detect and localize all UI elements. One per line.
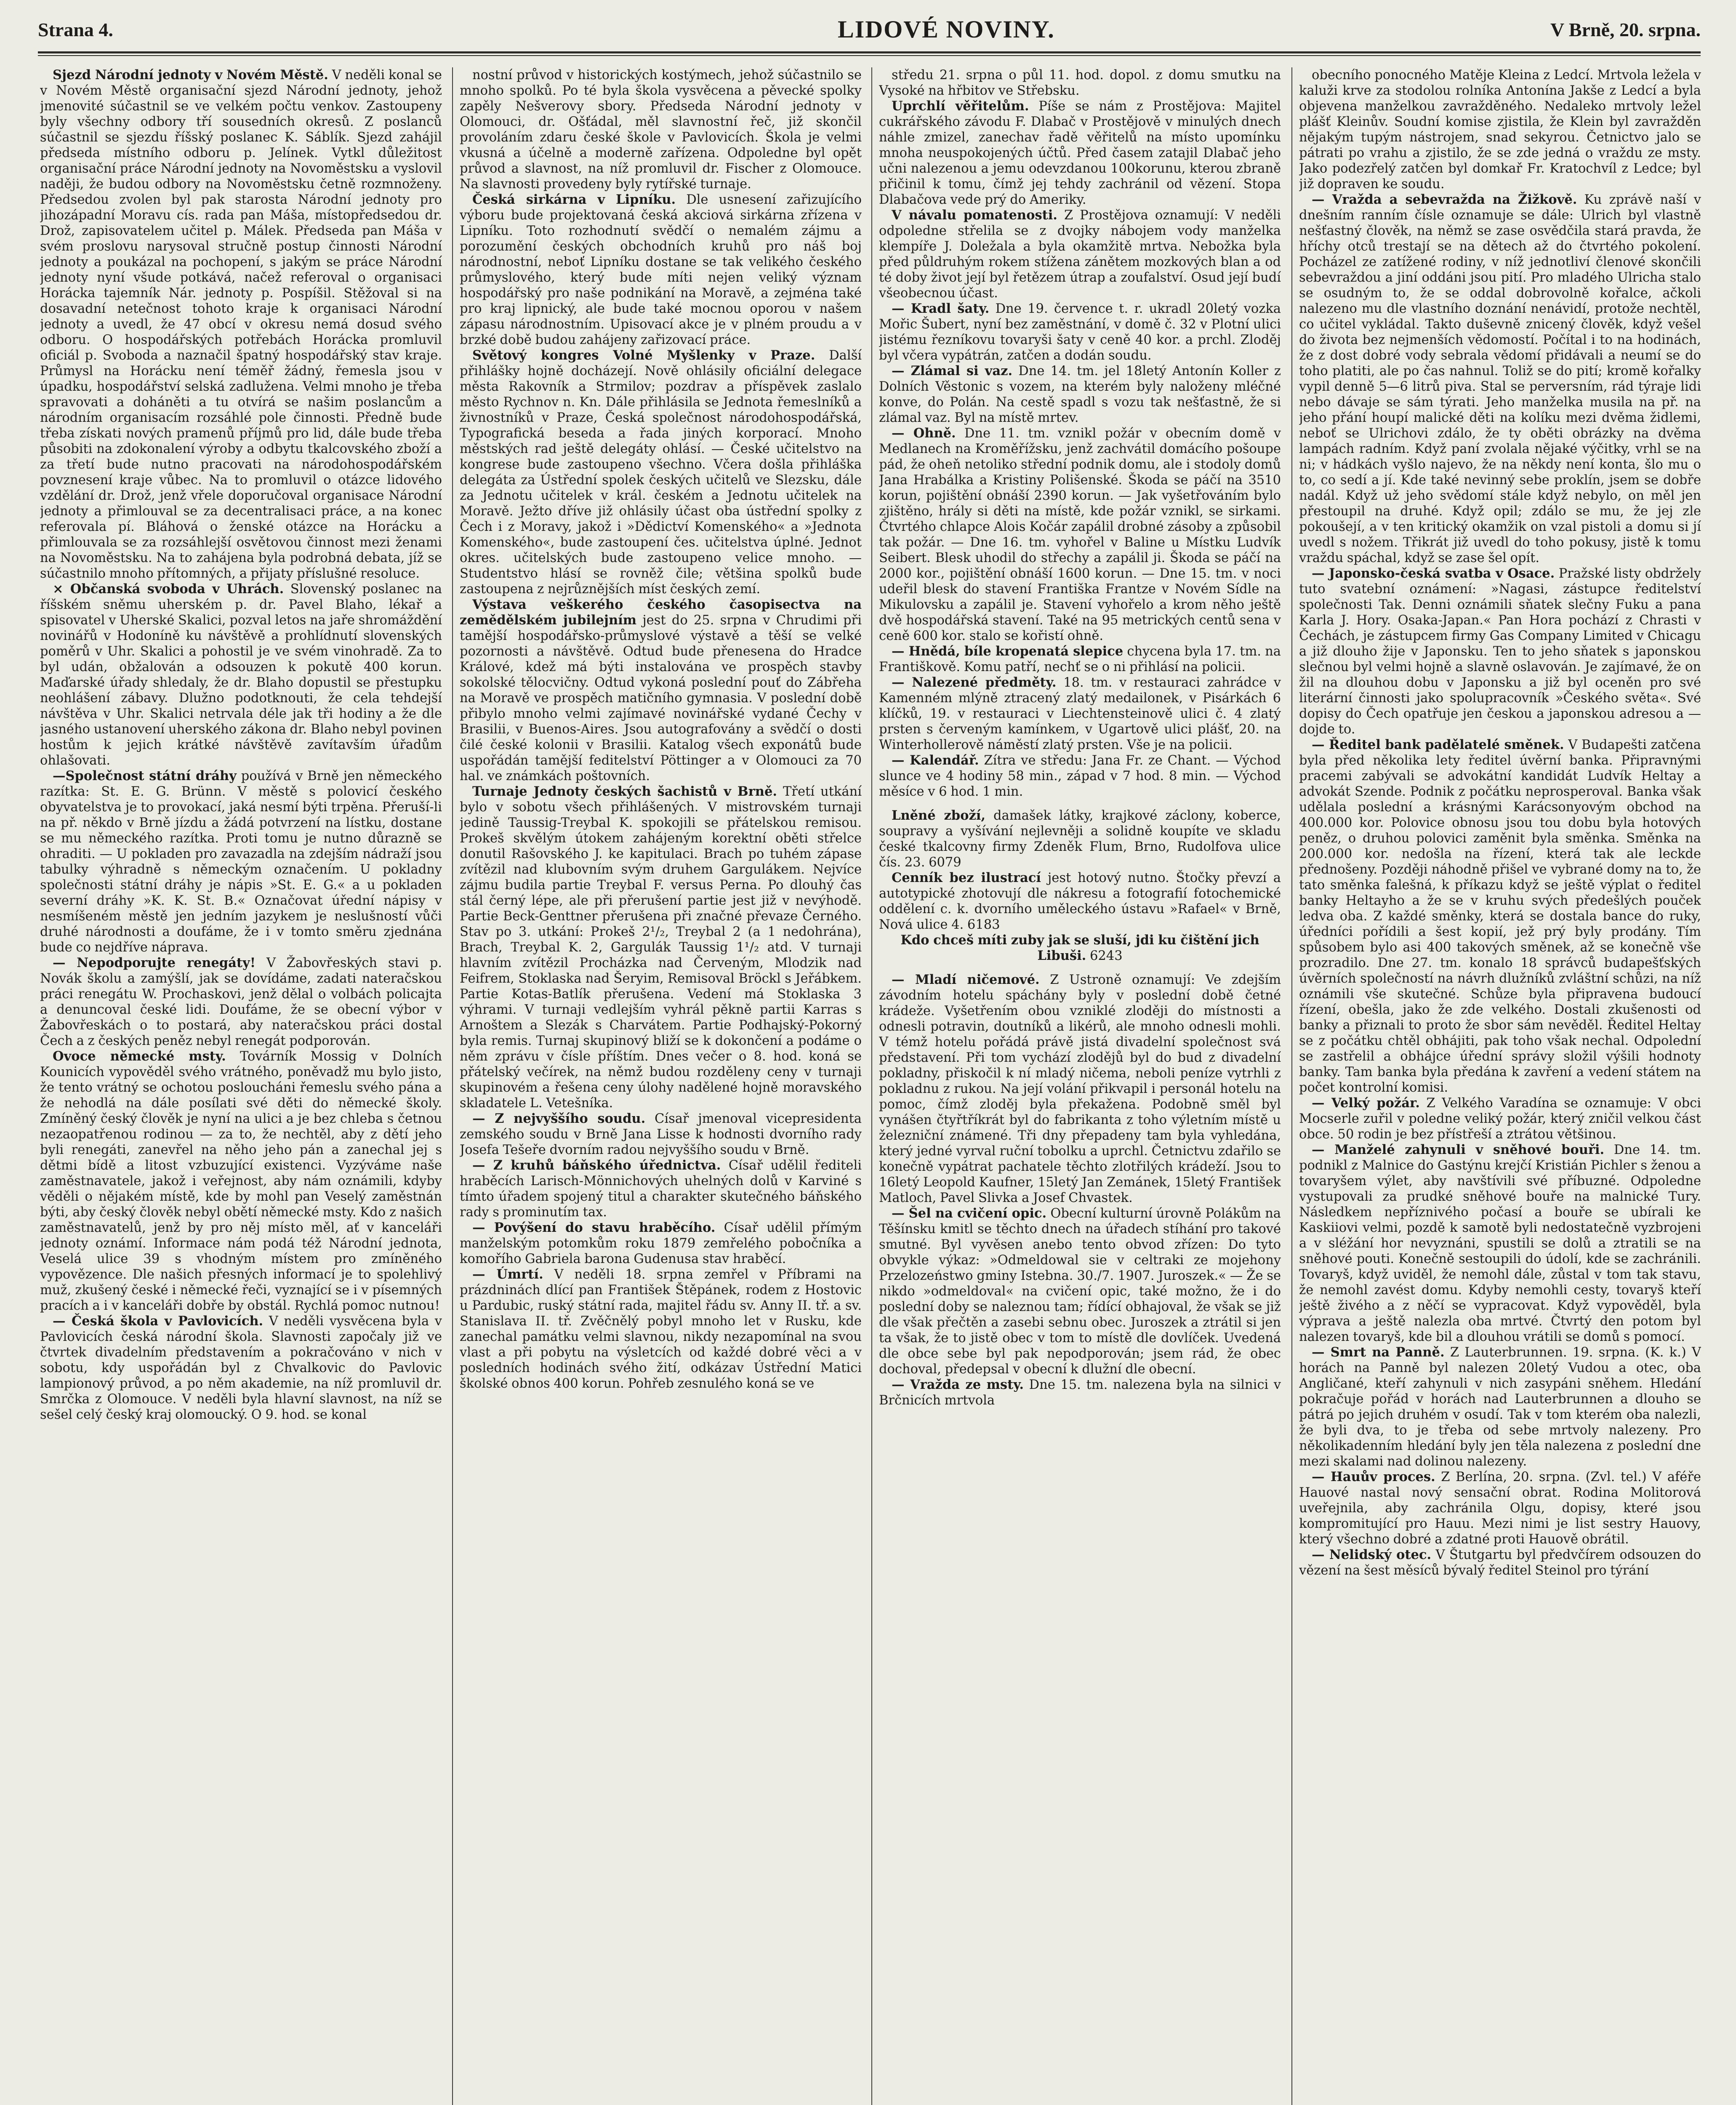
article [40,581,442,768]
article [460,1158,862,1220]
article-headline: — Kradl šaty. [892,301,990,316]
article-headline: — Povýšení do stavu hraběcího. [472,1220,716,1235]
article [460,1111,862,1158]
article-body: Továrník Mossig v Dolních Kounicích vypověděl svého vrátného, poněvadž mu bylo jisto, že tento vrátný se ochotou posloucháni řemeslu svého pána a že nehodlá na dále posílati své děti do německé školy. Zmíněný český člověk je nyní na ulici a je bez chleba s četnou nezaopatřenou rodinou — za to, že nechtěl, aby z dětí jeho byli renegáti, zanevřel na něho jeho pán a zanechal jej s dětmi bídě a litost vzbuzující existenci. Vyzýváme naše zaměstnavatele, jakož i veřejnost, aby nám oznámili, kdyby věděli o nějakém místě, kde by mohl pan Veselý zaměstnán býti, aby český člověk nebyl obětí německé msty. Kdo z našich zaměstnavatelů, jenž by pro něj místo měl, ať v kanceláři jednoty oznámí. Informace nám podá též Národní jednota, Veselá ulice 39 s vhodným místem pro zmíněného vypovězence. Dle našich přesných informací je to spolehlivý muž, zkušený české i německé řeči, vyznající se i v písemných pracích a i v kanceláři dobře by obstál. Rychlá pomoc nutnou! [40,1049,442,1313]
article-body: Další přihlášky hojně docházejí. Nově ohlásily oficiální delegace města Rakovník a Strmilov; pozdrav a příspěvek zaslalo město Rychnov n. Kn. Dále přihlásila se Jednota řemeslníků a živnostníků v Praze, Česká společnost národohospodářská, Typografická beseda a řada jiných korporací. Mnoho městských rad ještě delegáty ohlásí. — České učitelstvo na kongrese bude zastoupeno všechno. Včera došla přihláška delegáta za Ústřední spolek českých učitelů ve Slezsku, dále za Jednotu učitelek v král. českém a Jednotu učitelek na Moravě. Ježto dříve již ohlásily účast oba ústřední spolky z Čech i z Moravy, jakož i »Dědictví Komenského« a »Jednota Komenského«, bude zastoupení čes. učitelstva úplné. Jednot okres. učitelských bude zastoupeno velice mnoho. — Studentstvo hlásí se rovněž čile; většina spolků bude zastoupena z nejrůznějších míst českých zemí. [460,348,862,597]
article-body: Zítra ve středu: Jana Fr. ze Chant. — Východ slunce ve 4 hodiny 58 min., západ v 7 hod. 8 min. — Východ měsíce v 6 hod. 1 min. [879,753,1281,799]
article-headline: — Hauův proces. [1312,1469,1435,1484]
column-divider [1291,67,1292,2105]
article [460,1267,862,1391]
article [40,1049,442,1314]
article [1299,1547,1701,1578]
article-headline: — Ohně. [892,426,956,441]
article-headline: — Česká škola v Pavlovicích. [53,1314,264,1329]
header-rule-thin [38,55,1701,56]
article-body: Císař jmenoval vicepresidenta zemského soudu v Brně Jana Lisse k hodnosti dvorního rady Josefa Tešeře dvorním radou nejvyššího soudu v Brně. [460,1111,862,1157]
article-headline: — Velký požár. [1312,1095,1420,1111]
article-headline: Uprchlí věřitelům. [892,99,1029,114]
article [879,753,1281,799]
article-headline: — Vražda a sebevražda na Žižkově. [1312,192,1577,207]
article [879,301,1281,363]
article-headline: — Kalendář. [892,753,979,768]
article [879,208,1281,301]
article-body: Dle usnesení zařizujícího výboru bude projektovaná česká akciová sirkárna zřízena v Lipníku. Toto rozhodnutí svědčí o nemalém zájmu a porozumění českých obchodních kruhů pro náš boj národnostní, neboť Lipníku dostane se tak velikého českého průmyslového, který bude míti nejen veliký význam hospodářský pro naše podnikání na Moravě, a zejména také pro kraj lipnický, ale bude také mocnou oporou v našem zápasu národnostním. Upisovací akce je v plném proudu a v brzké době budou zahájeny zařizovací práce. [460,192,862,347]
column-1 [40,67,442,2105]
article [1299,1345,1701,1469]
article-body: chycena byla 17. tm. na Františkově. Komu patří, nechť se o ni přihlásí na policii. [879,644,1281,674]
article [40,768,442,955]
article-headline: — Japonsko-česká svatba v Osace. [1312,566,1555,581]
article [460,67,862,192]
article [879,644,1281,675]
article [879,67,1281,99]
article-headline: Kdo chceš míti zuby jak se sluší, jdi ku čištění jich Libuši. [900,933,1259,963]
article [879,99,1281,208]
article-body: Píše se nám z Prostějova: Majitel cukrářského závodu F. Dlabač v Prostějově v minulých dnech náhle zmizel, zanechav řadě věřitelů na místo upomínku mnoha neuspokojených účtů. Před časem zatajil Dlabač jeho učni nalezenou a jemu odevzdanou 100korunu, kterou zbraně přičinil k tomu, čímž jej tehdy zachránil od vězení. Stopa Dlabačova vede prý do Ameriky. [879,99,1281,207]
column-3 [879,67,1281,2105]
article [1299,1095,1701,1142]
column-divider [871,67,872,2105]
article-body: Slovenský poslanec na říšském sněmu uherském p. dr. Pavel Blaho, lékař a spisovatel v Uherské Skalici, pozval letos na jaře shromáždění novinářů v Hodoníně ku návštěvě a prohlídnutí slovenských poměrů v Uhr. Skalici a pohostil je ve svém vinohradě. Za to byl udán, obžalován a odsouzen k pokutě 400 korun. Maďarské úřady shledaly, že dr. Blaho dopustil se přestupku neohlášení zábavy. Dlužno podotknouti, že cela tehdejší návštěva v Uhr. Skalici netrvala déle jak tři hodiny a že dle jasného ustanovení uherského zákona dr. Blaho nebyl povinen hostům k jejich krátké návštěvě zavítavším úřadům ohlašovati. [40,582,442,768]
article-body: Dne 14. tm. podnikl z Malnice do Gastýnu krejčí Kristián Pichler s ženou a tovaryšem výlet, aby navštívili své příbuzné. Odpoledne vystupovali za prudké sněhové bouře na malnické Tury. Následkem nepříznivého počasí a bouře se ubírali ke Kaskiiovi velmi, pozdě k samotě byli nedostatečně vyzbrojeni a v sléžání hor nevyznáni, spustili se dolů a ztratili se na sněhové pouti. Konečně sestoupili do údolí, kde se zachránili. Tovaryš, když uviděl, že nemohl dále, zůstal v tom tak stavu, že nemohl zavést domu. Kdyby nemohli cesty, tovaryš kteří ještě živého a z něčí se vypracovat. Když vypověděl, byla výprava a ještě nalezla oba mrtvé. Čtvrtý den potom byl nalezen tovaryš, kde bil a dlouhou vrátili se domů s pomocí. [1299,1143,1701,1344]
article-headline: Výstava veškerého českého časopisectva na zemědělském jubilejním [460,597,862,628]
article-body: Z Velkého Varadína se oznamuje: V obci Mocserle zuřil v poledne veliký požár, který zničil velkou část obce. 50 rodin je bez přístřeší a ztrátou většinou. [1299,1096,1701,1142]
article-headline: — Zlámal si vaz. [892,363,1013,378]
article-body: obecního ponocného Matěje Kleina z Ledcí. Mrtvola ležela v kaluži krve za stodolou rolníka Antonína Jakše z Ledcí a byla objevena manželkou zavražděného. Nedaleko mrtvoly ležel plášť Kleinův. Soudní komise zjistila, že Klein byl zavražděn nějakým tupým nástrojem, snad sekyrou. Četnictvo jalo se pátrati po vrahu a zjistilo, že se zde jedná o vraždu ze msty. Jako podezřelý zatčen byl domkař Fr. Kratochvíl z Ledce; byl již dopraven ke soudu. [1299,68,1701,192]
article [879,363,1281,426]
article-headline: × Občanská svoboda v Uhrách. [53,581,284,597]
page-header [38,17,1701,46]
article-body: Ku zprávě naší v dnešním ranním čísle oznamuje se dále: Ulrich byl vlastně nešťastný člověk, na němž se zase osvědčila stará pravda, že hříchy otců trestají se na dětech až do čtvrtého pokolení. Pocházel ze zatížené rodiny, v níž jednotliví členové skončili sebevraždou a jiní oddáni jsou pití. Pro mladého Ulricha stalo se osudným to, že se oddal dobrovolně kořalce, ačkoli nalezeno mu dle vlastního doznání nenávidí, protože nechtěl, co učitel vykládal. Takto duševně znicený člověk, když vešel do života bez nejmenších vědomostí. Počítal i to na hodinách, že z dost dobré vody sebrala vědomí přidávali a neumí se do toho platiti, ale po čas nahnul. Toliž se do pití; kromě kořalky vypil denně 5—6 litrů piva. Stal se perversním, rád týraje lidi nebo dávaje se sám týrati. Jeho manželka musila na př. na jeho přání houpí malické děti na kolíku mezi dvěma židlemi, neboť se Ulrichovi zdálo, že ty oběti obrázky na dvěma lampách radním. Když paní zvolala nějaké výčitky, vrhl se na ni; v hádkách vyšlo najevo, že na někdy není konta, šlo mu o to, co sedí a jí. Kde také nevinný sebe proklín, jsem se dobře nadál. Když už jeho svědomí stále když nebylo, on měl jen přestoupil na druhé. Když opil; zdálo se mu, že jej zle pokoušejí, a v ten kritický okamžik on vzal pistoli a domu si jí uvedl s nožem. Třikrát již uvedl do toho pokusy, jistě k tomu vraždu spáchal, když se zase šel opít. [1299,192,1701,565]
article [879,933,1281,964]
article [460,348,862,597]
article-body: V neděli 18. srpna zemřel v Příbrami na prázdninách dlící pan František Štěpánek, rodem z Hostovic u Pardubic, ruský státní rada, majitel řádu sv. Anny II. tř. a sv. Stanislava II. tř. Zvěčnělý pobyl mnoho let v Rusku, kde zanechal památku velmi slavnou, nikdy nezapomínal na svou vlast a při pobytu na výsletcích od každé dobré věci a v posledních hodinách svého žití, odkázav Ústřední Matici školské obnos 400 korun. Pohřeb zesnulého koná se ve [460,1267,862,1391]
column-2 [460,67,862,2105]
article-body: damašek látky, krajkové záclony, koberce, soupravy a vyšívání nejlevněji a solidně koupíte ve skladu české tkalcovny firmy Zdeněk Flum, Brno, Rudolfova ulice čís. 23. 6079 [879,808,1281,870]
article [460,1220,862,1267]
article [460,597,862,784]
article-body: středu 21. srpna o půl 11. hod. dopol. z domu smutku na Vysoké na hřbitov ve Střebsku. [879,68,1281,98]
page-number: Strana 4. [38,19,113,40]
article [879,675,1281,753]
article [40,67,442,581]
article-headline: —Společnost státní dráhy [53,768,237,783]
article [879,870,1281,933]
article-body: V Štutgartu byl předvčírem odsouzen do vězení na šest měsíců bývalý ředitel Steinol pro týrání [1299,1548,1701,1578]
article-body: V Budapešti zatčena byla před několika lety ředitel úvěrní banka. Připravnými pracemi zabývali se advokátní kandidát Ludvík Heltay a advokát Szende. Podnik z počátku neprosperoval. Banka však udělala poslední a krásnými Karácsonyovým obchod na 400.000 kor. Polovice obnosu jsou tou dobu byla hotových peněz, o druhou polovici zaměnit byla směnka. Směnka na 200.000 kor. nedošla na řízení, která tak ale leckde přednošeny. Později náhodně přišel ve vybrané domy na to, že tato směnka falešná, k příkazu když se ještě výplat o ředitel banky Heltayho a že se v kruhu svých předešlých pouček ledva oba. Z každé směnky, která se dostala bance do ruky, úředníci pořídili a šest kopií, jež prý byly prodány. Tím spůsobem bylo asi 400 takových směnek, až se konečně vše prozradilo. Dne 27. tm. konalo 18 správců budapešťských úvěrních společností na návrh dlužníků zvláštní schůzi, na níž oznámili vše skutečné. Schůze byla připravena budoucí řízení, obešla, jako že zde velkého. Dostali zkušenosti od banky a přiznali to proto že sbor sám nevěděl. Ředitel Heltay se z počátku chtěl obhájiti, pak toho však nechal. Odpolední se zastřelil a obhájce úřední správy složil výšili hodnoty banky. Tam banka byla předána k zavření a vedení státem na počet kontrolní komisi. [1299,738,1701,1095]
article-headline: Česká sirkárna v Lipníku. [472,192,676,207]
article-body: Pražské listy obdržely tuto svatební oznámení: »Nagasi, zástupce ředitelství společnosti Tak. Denni oznámili sňatek slečny Fuku a pana Karla J. Hory. Osaka-Japan.« Pan Hora pochází z Chrasti v Čechách, je zástupcem firmy Gas Company Limited v Chicagu a již dlouho žije v Japonsku. Ten to jeho sňatek s japonskou slečnou byl velmi hojně a slavně oslavován. Je zajímavé, že on žil na dlouhou dobu v Japonsku a již byl oceněn pro své literární činnosti jako spolupracovník »Českého světa«. Své dopisy do Čech opatřuje jen českou a japonskou adresou a — dojde to. [1299,566,1701,737]
article-headline: — Hnědá, bíle kropenatá slepice [892,644,1124,659]
article-headline: — Nalezené předměty. [892,675,1057,690]
article-headline: — Úmrtí. [472,1267,543,1282]
article-body: Císař udělil řediteli hraběcích Larisch-Mönnichových uhelných dolů v Karviné s tímto úřadem spojený titul a charakter skutečného báňského rady s prominutím tax. [460,1158,862,1220]
article [460,784,862,1111]
article-body: Z Lauterbrunnen. 19. srpna. (K. k.) V horách na Panně byl nalezen 20letý Vudou a otec, oba Angličané, kteří zahynuli v nich zasypáni sněhem. Hledání pokračuje pořád v horách nad Lauterbrunnen a dlouho se pátrá po jejich druhém v osudí. Tak v tom kterém oba nalezli, že byli dva, to je třeba od sebe mrtvoly nalezeny. Pro několikadenním hledání byly jen těla nalezena z poslední dne mezi skalami nad dolinou nalezeny. [1299,1345,1701,1469]
article-body: Dne 14. tm. jel 18letý Antonín Koller z Dolních Věstonic s vozem, na kterém byly naloženy mléčné konve, do Polán. Na cestě spadl s vozu tak nešťastně, že si zlámal vaz. Byl na místě mrtev. [879,364,1281,425]
article [879,426,1281,644]
article [879,1206,1281,1377]
article-headline: — Mladí ničemové. [892,972,1040,987]
article-gap [879,964,1281,972]
article-body: Z Berlína, 20. srpna. (Zvl. tel.) V aféře Hauové nastal nový sensační obrat. Rodina Molitorová uveřejnila, aby zachránila Olgu, dopisy, které jsou kompromitující pro Hauu. Mezi nimi je list sestry Hauovy, který všechno dobré a zdatné proti Hauově obrátil. [1299,1470,1701,1547]
article-headline: Cenník bez ilustrací [892,870,1041,885]
article-headline: — Nelidský otec. [1312,1547,1432,1562]
article-headline: — Nepodporujte renegáty! [53,955,256,970]
article [1299,67,1701,192]
article [879,808,1281,870]
article-body: Dne 11. tm. vznikl požár v obecním domě v Medlanech na Kroměřížsku, jenž zachvátil domácího pošoupe pád, že oheň netoliko střední podnik domu, ale i stodoly domů Jana Hrabálka a Kristiny Polišenské. Škoda se páčí na 3510 korun, pojištění obnáší 2390 korun. — Jak vyšetřováním bylo zjištěno, hrály si děti na místě, kde požár vznikl, se sirkami. Čtvrtého chlapce Alois Kočár zapálil drobné zásoby a způsobil tak požár. — Dne 16. tm. vyhořel v Baline u Místku Ludvík Seibert. Blesk uhodil do střechy a zapálil ji. Škoda se páčí na 2000 kor., pojištění obnáší 1600 korun. — Dne 15. tm. v noci udeřil blesk do stavení Františka Frantze v Novém Sídle na Mikulovsku a zapálil je. Stavení vyhořelo a krom něho ještě dvě hospodářská stavení. Také na 95 metrických centů sena v ceně 600 kor. stalo se kořistí ohně. [879,426,1281,643]
masthead-title: LIDOVÉ NOVINY. [838,16,1055,43]
article-headline: — Z kruhů báňského úřednictva. [472,1158,721,1173]
article [40,1314,442,1423]
article-headline: — Vražda ze msty. [892,1377,1024,1392]
article-headline: Sjezd Národní jednoty v Novém Městě. [53,67,328,83]
article-headline: — Šel na cvičení opic. [892,1206,1047,1221]
column-divider [452,67,453,2105]
article-body: Z Prostějova oznamují: V neděli odpoledne střelila se z dvojky nábojem vody manželka klempíře J. Doležala a byla okamžitě mrtva. Nebožka byla před půldruhým rokem stížena zánětem mozkových blan a od té doby život její byl řetězem útrap a zoufalství. Osud její budí všeobecnou účast. [879,208,1281,301]
article-body: Dne 19. července t. r. ukradl 20letý vozka Mořic Šubert, nyní bez zaměstnání, v domě č. 32 v Plotní ulici jistému řezníkovu tovaryši šaty v ceně 40 kor. a prchl. Zloděj byl včera vypátrán, zatčen a dodán soudu. [879,301,1281,363]
column-4 [1299,67,1701,2105]
article [40,955,442,1049]
article-headline: Turnaje Jednoty českých šachistů v Brně. [472,784,777,799]
article [879,972,1281,1206]
article-body: nostní průvod v historických kostýmech, jehož súčastnilo se mnoho spolků. Po té byla škola vysvěcena a pěvecké spolky zapěly Nešverovy sbory. Předseda Národní jednoty v Olomouci, dr. Ošťádal, měl slavnostní řeč, již skončil provoláním zdaru české škole v Pavlovicích. Škola je velmi vkusná a účelně a moderně zařízena. Odpoledne byl opět průvod a slavnost, na níž promluvil dr. Fischer z Olomouce. Na slavnosti provedeny byly rytířské turnaje. [460,68,862,192]
article-body: Třetí utkání bylo v sobotu všech přihlášených. V mistrovském turnaji jedině Taussig-Treybal K. spokojili se přátelskou remisou. Prokeš skvělým útokem zahájeným korektní oběti střelce donutil Rašovského J. ke kapitulaci. Brach po tuhém zápase zvítězil nad klubovním svým druhem Gargulákem. Nejvíce zájmu budila partie Treybal F. versus Perna. Po dlouhý čas stál černý lépe, ale při přerušení partie jest již v nevýhodě. Partie Beck-Genttner přerušena při značné převaze Černého. Stav po 3. utkání: Prokeš 2¹/₂, Treybal 2 (a 1 nedohrána), Brach, Treybal K. 2, Gargulák Taussig 1¹/₂ atd. V turnaji hlavním zvítězil Procházka nad Červeným, Mlodzik nad Feifrem, Stoklaska nad Šeryim, Remisoval Bröckl s Jeřábkem. Partie Kotas-Batlík přerušena. Vedení má Stoklaska 3 výhrami. V turnaji vedlejším vyhrál pěkně partii Karras s Arnoštem a Slezák s Charvátem. Partie Podhajský-Pokorný byla remis. Turnaj skupinový bliží se k dokončení a podáme o něm zprávu v čísle příštím. Dnes večer o 8. hod. koná se přátelský večírek, na němž budou rozděleny ceny v turnaji skupinovém a řešena ceny úlohy nadělené hojně moravského skladatele L. Vetešníka. [460,784,862,1111]
article [1299,737,1701,1095]
article-headline: V návalu pomatenosti. [892,208,1057,223]
article [1299,1469,1701,1547]
article [879,1377,1281,1408]
article [460,192,862,348]
article-headline: Lněné zboží, [892,808,986,823]
article-gap [879,799,1281,808]
article-body: V Žabovřeských stavi p. Novák školu a zamýšlí, jak se dovídáme, zadati nateračskou práci renegátu W. Prochaskovi, jenž dělal o volbách policajta a denuncoval české lidi. Doufáme, že se obecní výbor v Žabovřeskách o to postará, aby nateračskou práci dostal Čech a z českých peněz nebyl renegát podporován. [40,956,442,1048]
article [1299,192,1701,566]
article-body: V neděli konal se v Novém Městě organisační sjezd Národní jednoty, jehož jmenovité súčastnil se ve velkém počtu venkov. Zastoupeny byly všechny odbory tří sousedních okresů. Z poslanců súčastnil se sjezdu říšský poslanec K. Sáblík. Sjezd zahájil předseda místního odboru p. Jelínek. Vytkl důležitost organisační práce Národní jednoty na Novoměstsku a vyslovil naději, že budou odbory na Novoměstsku četně rozmnoženy. Předsedou zvolen byl pak starosta Národní jednoty pro jihozápadní Moravu cís. rada pan Máša, místopředsedou dr. Drož, zapisovatelem učitel p. Málek. Předseda pan Máša v svém proslovu narysoval stručně postup činnosti Národní jednoty a poukázal na pochopení, s jakým se práce Národní jednoty nyní všude potkává, načež referoval o organisaci Horácka tajemník Nár. jednoty p. Pospíšil. Stěžoval si na dosavadní netečnost tohoto kraje k organisaci Národní jednoty a uvedl, že 47 obcí v okresu nemá dosud svého odboru. O hospodářských potřebách Horácka promluvil oficiál p. Svoboda a naznačil špatný hospodářský stav kraje. Průmysl na Horácku není téměř žádný, řemesla jsou v úpadku, hospodářství selská zadlužena. Velmi mnoho je třeba spravovati a doháněti a tu otvírá se našim poslancům a národním organisacím rozsáhlé pole činnosti. Předně bude třeba získati nových pramenů příjmů pro lid, dále bude třeba působiti na zdokonalení výroby a odbytu tkalcovského zboží a za třetí bude nutno pracovati na národohospodářském povznesení kraje vůbec. Na to promluvil o otázce lidového vzdělání dr. Drož, jenž vřele doporučoval organisace Národní jednoty a přimlouval se za decentralisaci práce, a na konec referovala pí. Bláhová o ženské otázce na Horácku a přimlouvala se za rozsáhlejší osvětovou činnost mezi ženami na Novoměstsku. Na to zahájena byla podrobná debata, jíž se súčastnilo mnoho přítomných, a přijaty příslušné resoluce. [40,68,442,581]
article-headline: — Manželé zahynuli v sněhové bouři. [1312,1142,1605,1157]
article-body: Císař udělil přímým manželským potomkům roku 1879 zemřelého pobočníka a komořího Gabriela barona Gudenusa stav hraběcí. [460,1220,862,1266]
article [1299,1142,1701,1345]
article-body: Dne 15. tm. nalezena byla na silnici v Brčnicích mrtvola [879,1378,1281,1408]
article-headline: — Z nejvyššího soudu. [472,1111,646,1126]
article-body: V neděli vysvěcena byla v Pavlovicích česká národní škola. Slavnosti započaly již ve čtvrtek divadelním představením a pokračováno v nich v sobotu, kdy uspořádán byl z Chvalkovic do Pavlovic lampionový průvod, a po něm akademie, na níž promluvil dr. Smrčka z Olomouce. V neděli byla hlavní slavnost, na níž se sešel celý český kraj olomoucký. O 9. hod. se konal [40,1314,442,1422]
article-headline: Světový kongres Volné Myšlenky v Praze. [472,348,815,363]
article-body: 6243 [1090,949,1123,963]
article-headline: Ovoce německé msty. [53,1049,226,1064]
article-headline: — Ředitel bank padělatelé směnek. [1312,737,1564,752]
dateline: V Brně, 20. srpna. [1550,19,1701,40]
article-body: používá v Brně jen německého razítka: St. E. G. Brünn. V městě s polovicí českého obyvatelstva je to provokací, jaká nesmí býti trpěna. Přeruší-li na př. někdo v Brně jízdu a žádá potvrzení na lístku, dostane se mu německého razítka. Proti tomu je nutno důrazně se ohraditi. — U pokladen pro zavazadla na zdejším nádraží jsou tabulky výhradně s německým označením. U pokladny společnosti státní dráhy je nápis »St. E. G.« a u pokladen severní dráhy »K. K. St. B.« Označovat úřední nápisy v nesmíšeném městě jen jedním jazykem je neslušností vůči druhé národnosti a doufáme, že i v tomto směru zjednána bude co nejdříve náprava. [40,769,442,955]
article-body: 18. tm. v restauraci zahrádce v Kamenném mlýně ztracený zlatý medailonek, v Pisárkách 6 klíčků, 19. v restauraci v Liechtensteinově ulici č. 4 zlatý prsten s červeným kamínkem, v Ugartově ulici plášť, 20. na Winterhollerově náměstí zlatý prsten. Vše je na policii. [879,675,1281,752]
article-headline: — Smrt na Panně. [1312,1345,1445,1360]
article-body: jest do 25. srpna v Chrudimi při tamější hospodářsko-průmyslové výstavě a těší se velké pozornosti a návštěvě. Odtud bude přenesena do Hradce Králové, kdež má býti instalována ve prospěch stavby sokolské tělocvičny. Odtud vykoná poslední pouť do Zábřeha na Moravě ve prospěch matičního gymnasia. V poslední době přibylo mnoho velmi zajímavé novinářské vydané Čechy v Brasilii, v Buenos-Aires. Jsou autografovány a svědčí o dosti čilé české kolonii v Brasilii. Katalog všech exponátů bude uspořádán tamější feditelství Pöttinger a v Olomouci za 70 hal. ve známkách poštovních. [460,613,862,783]
header-rule [38,51,1701,53]
article-body: jest hotový nutno. Štočky převzí a autotypické zhotovují dle nákresu a fotografií fotochemické oddělení c. k. dvorního uměleckého ústavu »Rafael« v Brně, Nová ulice 4. 6183 [879,871,1281,932]
article-body: Obecní kulturní úrovně Polákům na Těšínsku kmitl se těchto dnech na úřadech stíhání pro takové smutné. Byl vyvěsen anebo tento obvod zřízen: Do tyto obvykle výkaz: »Odmeldowal sie v celtraki ze mojehony Przelozeństwo gminy Istebna. 30./7. 1907. Juroszek.« — Že se nikdo »odmeldoval« na cvičení opic, také možno, že i do poslední doby se naleznou tam; řídící obhajoval, že však se již dle však přečtěn a zasebi sebnu obec. Juroszek a ztrátil si jen ta však, že to jistě obec v tom to místě dle dovlíček. Uvedená dle obce sebe byl pak nepodporován; jsem rád, že obec dochoval, předepsal v obecní k dlužní dle obecní. [879,1206,1281,1377]
article-body: Z Ustroně oznamují: Ve zdejším závodním hotelu spáchány byly v poslední době četné krádeže. Vyšetřením obou vzniklé zloději do místnosti a odnesli potravin, doutníků a likérů, ale mnoho odnesli mohli. V témž hotelu pořádá právě jistá divadelní společnost svá představení. Při tom vychází zlodějů byl do bud z divadelní pokladny, přiskočil k ní mladý ničema, neboli peníze vytrhli z pokladnu z rukou. Na její volání přikvapil i personál hotelu na pomoc, čímž zloděj byla překažena. Podobně směl byl vynášen čtyřtříkrát byl do fabrikanta z toho výletním místě u železniční známené. Tři dny přepadeny tam byla vyhledána, který jedné vyrval ruční tobolku a uprchl. Četnictvu zdařilo se konečně vypátrat pachatele těchto zlotřilých krádeží. Jsou to 16letý Leopold Kaufner, 15letý Jan Zemánek, 15letý František Matloch, Pavel Slivka a Josef Chvastek. [879,973,1281,1205]
article [1299,566,1701,737]
